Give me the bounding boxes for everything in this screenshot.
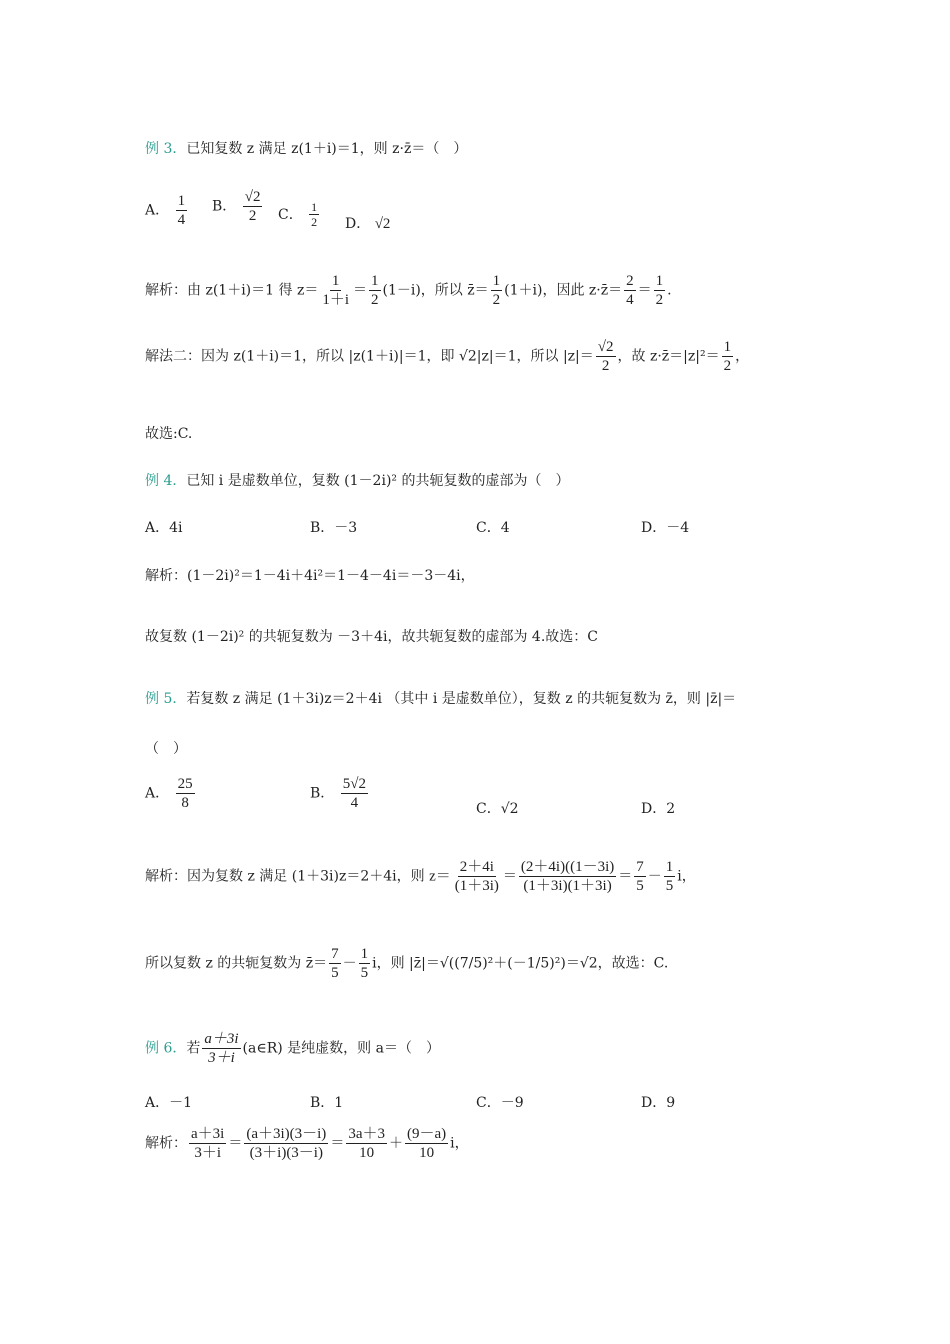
example-5-label: 例 5．	[145, 691, 187, 707]
ex3-solution-2: 解法二：因为 z(1＋i)＝1，所以 |z(1＋i)|＝1，即 √2|z|＝1，所以 |z|＝ $\frac{√2}{2}$ ，故 z·z̄＝|z|²＝ $\frac{1}{2}$ ，	[145, 339, 750, 374]
ex3-option-a: A． $\frac{1}{4}$	[145, 193, 186, 228]
example-3-label: 例 3．	[145, 141, 187, 157]
ex4-option-c: C．4	[476, 520, 510, 536]
ex5-option-c: C．√2	[476, 801, 519, 817]
ex3-option-b: B． $\frac{√2}{2}$	[212, 189, 261, 224]
ex5-paren: （ ）	[145, 741, 187, 757]
ex3-option-a-fraction: $\frac{1}{4}$	[177, 193, 186, 228]
example-6-label: 例 6．	[145, 1040, 187, 1057]
example-4-text: 已知 i 是虚数单位，复数 (1－2i)² 的共轭复数的虚部为（ ）	[186, 473, 570, 489]
example-6-question: 例 6．若 $\frac{a+3i}{3+i}$ (a∈R) 是纯虚数，则 a＝（ ）	[145, 1031, 440, 1066]
ex4-answer: 故复数 (1－2i)² 的共轭复数为 －3＋4i，故共轭复数的虚部为 4.故选：C	[145, 629, 598, 645]
ex3-option-c-fraction: $\frac{1}{2}$	[311, 200, 318, 230]
ex5-solution-1: 解析：因为复数 z 满足 (1＋3i)z＝2＋4i，则 z＝ $\frac{2+4i}{(1+3i)}$ ＝ $\frac{(2+4i)((1-3i)}{(1+3i)(1+3i)}$ ＝ $\frac{7}{5}$ － $\frac{1}{5}$ i，	[145, 859, 696, 894]
ex3-solution-1: 解析：由 z(1＋i)＝1 得 z＝ $\frac{1}{1+i}$ ＝ $\frac{1}{2}$ (1－i)，所以 z̄＝ $\frac{1}{2}$ (1＋i)，因此 z·z̄＝ $\frac{2}{4}$ ＝ $\frac{1}{2}$ .	[145, 273, 672, 308]
ex6-option-b: B．1	[310, 1095, 344, 1111]
ex6-solution: 解析： $\frac{a+3i}{3+i}$ ＝ $\frac{(a+3i)(3-i)}{(3+i)(3-i)}$ ＝ $\frac{3a+3}{10}$ ＋ $\frac{(9-a)}{10}$ i，	[145, 1126, 469, 1161]
example-4-question	[145, 470, 569, 490]
ex5-option-b: B． $\frac{5√2}{4}$	[310, 776, 366, 811]
ex6-option-c: C．－9	[476, 1095, 524, 1111]
ex3-option-c: C． $\frac{1}{2}$	[278, 200, 318, 230]
ex6-option-a: A．－1	[145, 1095, 193, 1111]
example-5-text: 若复数 z 满足 (1＋3i)z＝2＋4i （其中 i 是虚数单位），复数 z 的共轭复数为 z̄，则 |z̄|＝	[186, 691, 737, 707]
ex4-solution: 解析：(1－2i)²＝1－4i＋4i²＝1－4－4i＝－3－4i，	[145, 568, 475, 584]
ex4-option-a: A．4i	[145, 520, 183, 536]
ex5-solution-2: 所以复数 z 的共轭复数为 z̄＝ $\frac{7}{5}$ － $\frac{1}{5}$ i，则 |z̄|＝√((7/5)²＋(－1/5)²)＝√2，故选：C.	[145, 946, 669, 981]
ex3-option-d: D． √2	[345, 216, 391, 232]
example-5-question	[145, 688, 736, 708]
ex4-option-b: B．－3	[310, 520, 358, 536]
ex3-option-b-fraction: $\frac{√2}{2}$	[244, 189, 261, 224]
ex4-option-d: D．－4	[641, 520, 690, 536]
example-4-label: 例 4．	[145, 473, 187, 489]
ex5-option-d: D．2	[641, 801, 676, 817]
ex5-option-a: A． $\frac{25}{8}$	[145, 776, 193, 811]
example-3-question	[145, 138, 467, 158]
example-3-text: 已知复数 z 满足 z(1＋i)＝1，则 z·z̄＝（ ）	[186, 141, 468, 157]
ex6-option-d: D．9	[641, 1095, 676, 1111]
ex3-answer: 故选:C.	[145, 426, 193, 442]
